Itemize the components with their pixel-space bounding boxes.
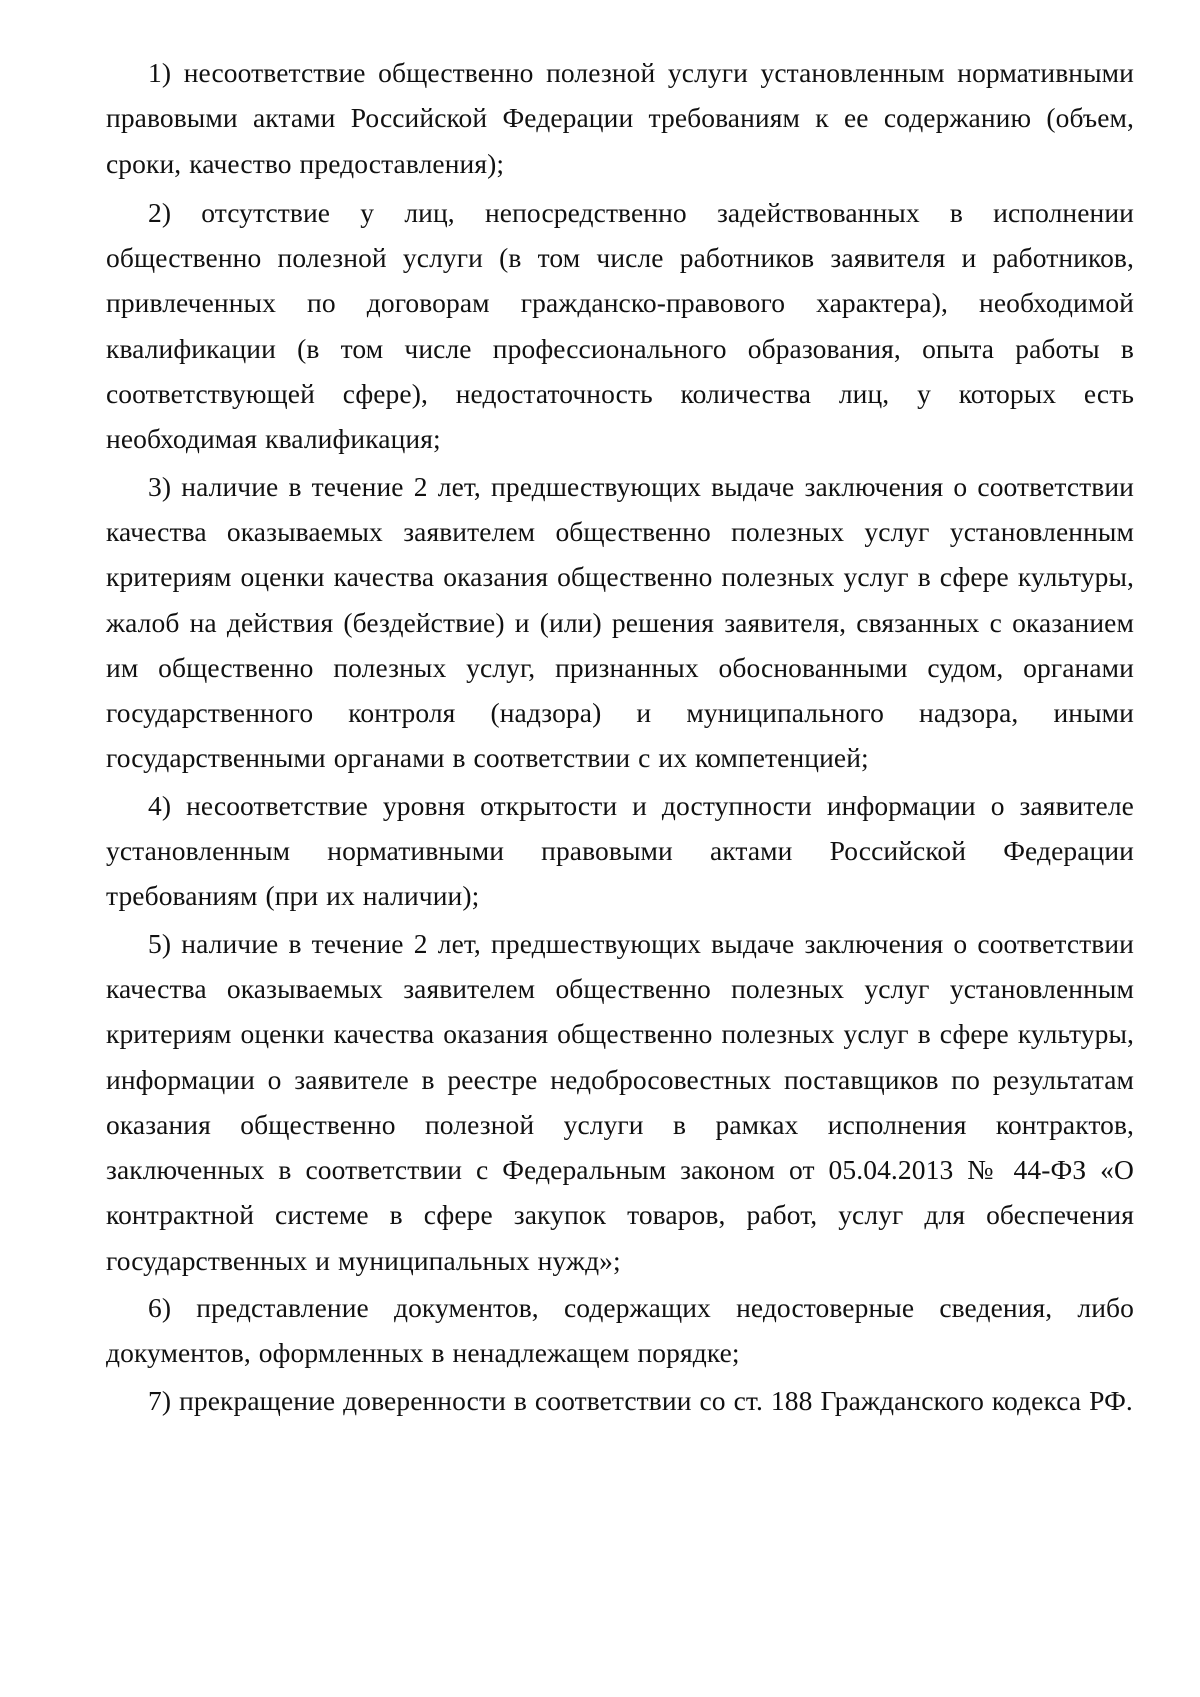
- list-item-7: 7) прекращение доверенности в соответствии со ст. 188 Гражданского кодекса РФ.: [148, 1384, 1133, 1416]
- document-body: [106, 50, 1134, 1425]
- list-item-2: 2) отсутствие у лиц, непосредственно задействованных в исполнении общественно полезной услуги (в том числе работников заявителя и работников, привлеченных по договорам гражданско-правового характера), необходимой квалификации (в том числе профессионального образования, опыта работы в соответствующей сфере), недостаточность количества лиц, у которых есть необходимая квалификация;: [106, 196, 1134, 455]
- list-item-3: 3) наличие в течение 2 лет, предшествующих выдаче заключения о соответствии качества оказываемых заявителем общественно полезных услуг установленным критериям оценки качества оказания общественно полезных услуг в сфере культуры, жалоб на действия (бездействие) и (или) решения заявителя, связанных с оказанием им общественно полезных услуг, признанных обоснованными судом, органами государственного контроля (надзора) и муниципального надзора, иными государственными органами в соответствии с их компетенцией;: [106, 470, 1134, 774]
- list-item-6: 6) представление документов, содержащих недостоверные сведения, либо документов, оформленных в ненадлежащем порядке;: [106, 1292, 1134, 1369]
- list-item-1: 1) несоответствие общественно полезной услуги установленным нормативными правовыми актами Российской Федерации требованиям к ее содержанию (объем, сроки, качество предоставления);: [106, 57, 1134, 179]
- list-item-4: 4) несоответствие уровня открытости и доступности информации о заявителе установленным нормативными правовыми актами Российской Федерации требованиям (при их наличии);: [106, 789, 1134, 912]
- list-item-5: 5) наличие в течение 2 лет, предшествующих выдаче заключения о соответствии качества оказываемых заявителем общественно полезных услуг установленным критериям оценки качества оказания общественно полезных услуг в сфере культуры, информации о заявителе в реестре недобросовестных поставщиков по результатам оказания общественно полезной услуги в рамках исполнения контрактов, заключенных в соответствии с Федеральным законом от 05.04.2013 № 44-ФЗ «О контрактной системе в сфере закупок товаров, работ, услуг для обеспечения государственных и муниципальных нужд»;: [106, 927, 1134, 1276]
